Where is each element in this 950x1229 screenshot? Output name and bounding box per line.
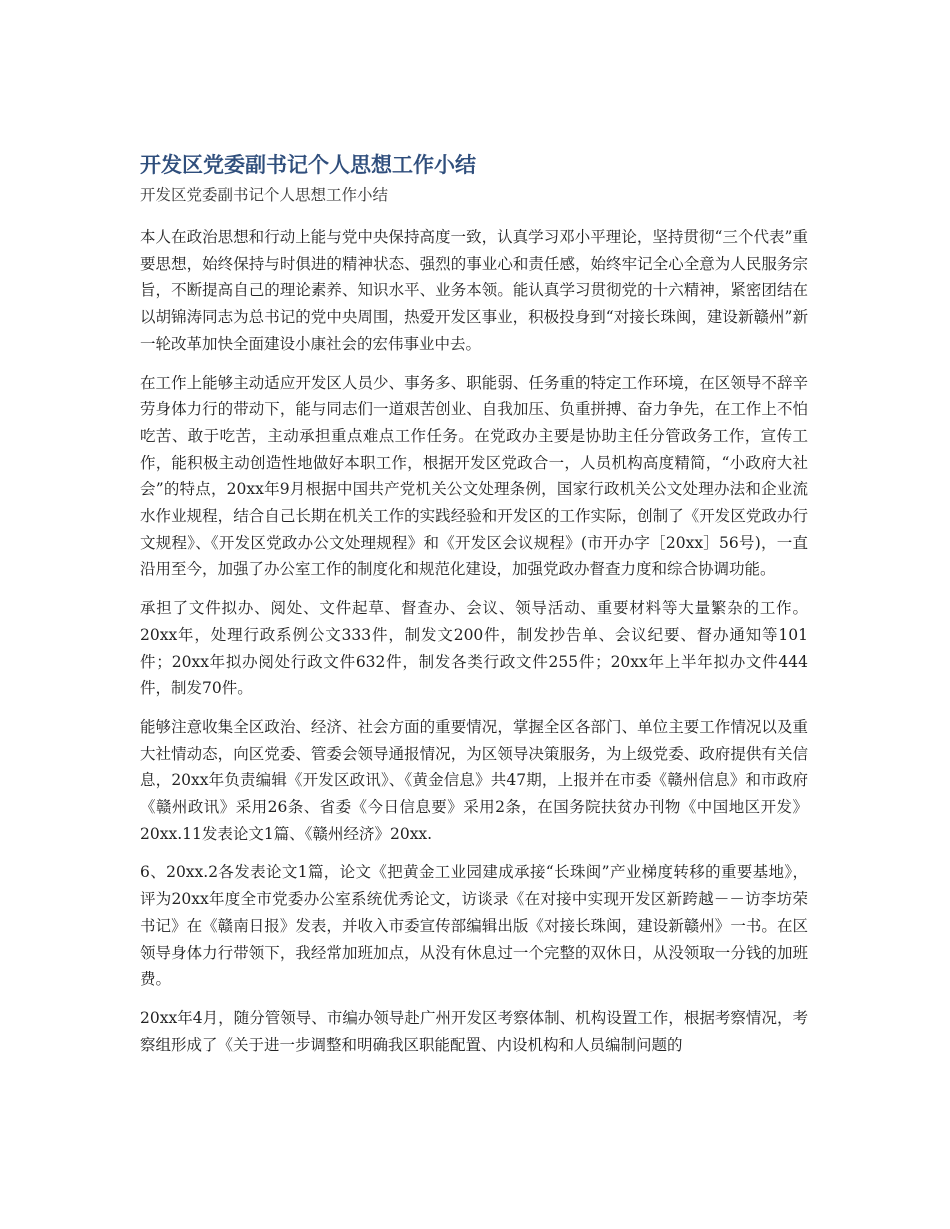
document-subtitle: 开发区党委副书记个人思想工作小结 [140, 186, 389, 204]
paragraph-3: 承担了文件拟办、阅处、文件起草、督查办、会议、领导活动、重要材料等大量繁杂的工作。20xx年，处理行政系例公文333件，制发文200件，制发抄告单、会议纪要、督办通知等101件；20xx年拟办阅处行政文件632件，制发各类行政文件255件；20xx年上半年拟办文件444件，制发70件。 [140, 599, 808, 698]
paragraph-6: 20xx年4月，随分管领导、市编办领导赴广州开发区考察体制、机构设置工作，根据考察情况，考察组形成了《关于进一步调整和明确我区职能配置、内设机构和人员编制问题的 [140, 1008, 808, 1054]
paragraph-1: 本人在政治思想和行动上能与党中央保持高度一致，认真学习邓小平理论，坚持贯彻“三个代表”重要思想，始终保持与时俱进的精神状态、强烈的事业心和责任感，始终牢记全心全意为人民服务宗旨，不断提高自己的理论素养、知识水平、业务本领。能认真学习贯彻党的十六精神，紧密团结在以胡锦涛同志为总书记的党中央周围，热爱开发区事业，积极投身到“对接长珠闽，建设新赣州”新一轮改革加快全面建设小康社会的宏伟事业中去。 [140, 228, 808, 353]
document-title: 开发区党委副书记个人思想工作小结 [140, 153, 476, 177]
paragraph-2: 在工作上能够主动适应开发区人员少、事务多、职能弱、任务重的特定工作环境，在区领导不辞辛劳身体力行的带动下，能与同志们一道艰苦创业、自我加压、负重拼搏、奋力争先，在工作上不怕吃苦、敢于吃苦，主动承担重点难点工作任务。在党政办主要是协助主任分管政务工作，宣传工作，能积极主动创造性地做好本职工作，根据开发区党政合一，人员机构高度精简，“小政府大社会”的特点，20xx年9月根据中国共产党机关公文处理条例，国家行政机关公文处理办法和企业流水作业规程，结合自己长期在机关工作的实践经验和开发区的工作实际，创制了《开发区党政办行文规程》、《开发区党政办公文处理规程》和《开发区会议规程》(市开办字［20xx］56号)，一直沿用至今，加强了办公室工作的制度化和规范化建设，加强党政办督查力度和综合协调功能。 [140, 373, 808, 579]
paragraph-4: 能够注意收集全区政治、经济、社会方面的重要情况，掌握全区各部门、单位主要工作情况以及重大社情动态，向区党委、管委会领导通报情况，为区领导决策服务，为上级党委、政府提供有关信息，20xx年负责编辑《开发区政讯》、《黄金信息》共47期，上报并在市委《赣州信息》和市政府《赣州政讯》采用26条、省委《今日信息要》采用2条，在国务院扶贫办刊物《中国地区开发》20xx.11发表论文1篇、《赣州经济》20xx. [140, 717, 808, 843]
document-page [140, 150, 808, 1058]
paragraph-5: 6、20xx.2各发表论文1篇，论文《把黄金工业园建成承接“长珠闽”产业梯度转移的重要基地》，评为20xx年度全市党委办公室系统优秀论文，访谈录《在对接中实现开发区新跨越－－访李坊荣书记》在《赣南日报》发表，并收入市委宣传部编辑出版《对接长珠闽，建设新赣州》一书。在区领导身体力行带领下，我经常加班加点，从没有休息过一个完整的双休日，从没领取一分钱的加班费。 [140, 863, 808, 989]
